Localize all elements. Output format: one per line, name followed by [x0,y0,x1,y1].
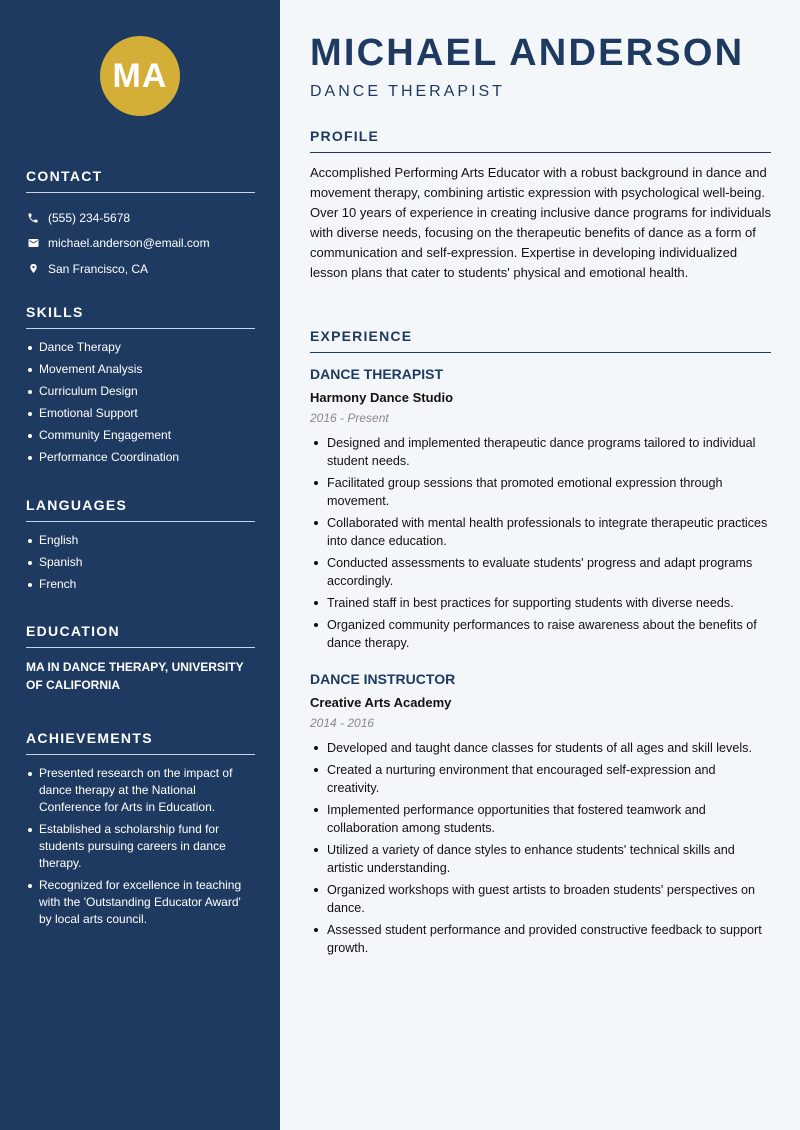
location-pin-icon [26,262,40,276]
contact-phone[interactable] [26,205,255,231]
achievement-item: Presented research on the impact of dance therapy at the National Conference for Arts in Education. [26,765,255,816]
skills-list [26,339,255,466]
contact-location [26,256,255,282]
skill-item: Curriculum Design [26,383,255,400]
sidebar [0,0,280,1130]
language-item: Spanish [26,554,255,571]
skill-item: Performance Coordination [26,449,255,466]
languages-list [26,532,255,593]
skill-item: Dance Therapy [26,339,255,356]
job-bullet: Developed and taught dance classes for students of all ages and skill levels. [310,739,771,757]
skill-item: Community Engagement [26,427,255,444]
job-bullet: Collaborated with mental health professionals to integrate therapeutic practices into dance education. [310,514,771,550]
job-role: DANCE THERAPIST [310,83,505,100]
experience-section [310,328,771,353]
skills-section [26,304,255,471]
contact-email[interactable] [26,231,255,257]
skill-item: Emotional Support [26,405,255,422]
job-entry [310,671,771,961]
avatar-initials: MA [112,56,168,95]
job-company: Harmony Dance Studio [310,390,454,405]
location-text: San Francisco, CA [48,261,149,276]
achievement-item: Recognized for excellence in teaching with the 'Outstanding Educator Award' by local arts council. [26,877,255,928]
job-bullet: Assessed student performance and provided constructive feedback to support growth. [310,921,771,957]
job-bullet: Conducted assessments to evaluate students' progress and adapt programs accordingly. [310,554,771,590]
experience-heading: EXPERIENCE [310,328,771,353]
education-section [26,623,255,694]
job-bullet: Utilized a variety of dance styles to enhance students' technical skills and artistic understanding. [310,841,771,877]
job-bullet: Organized community performances to raise awareness about the benefits of dance therapy. [310,616,771,652]
achievement-item: Established a scholarship fund for students pursuing careers in dance therapy. [26,821,255,872]
languages-heading: LANGUAGES [26,497,255,522]
job-bullet: Designed and implemented therapeutic dance programs tailored to individual student needs. [310,434,771,470]
job-dates: 2016 - Present [310,411,389,425]
phone-icon [26,211,40,225]
job-bullets [310,434,771,652]
education-heading: EDUCATION [26,623,255,648]
achievements-heading: ACHIEVEMENTS [26,730,255,755]
job-entry [310,366,771,656]
phone-text: (555) 234-5678 [48,210,131,225]
job-bullet: Trained staff in best practices for supporting students with diverse needs. [310,594,771,612]
profile-text: Accomplished Performing Arts Educator with a robust background in dance and movement therapy, combining artistic expression with psychological well-being. Over 10 years of experience in creating inclusive dance programs for individuals with diverse needs, focusing on the therapeutic benefits of dance as a form of communication and self-expression. Expertise in developing individualized lesson plans that cater to students' physical and emotional health. [310,165,772,280]
job-bullet: Organized workshops with guest artists to broaden students' perspectives on dance. [310,881,771,917]
job-bullets [310,739,771,957]
job-dates: 2014 - 2016 [310,716,375,730]
languages-section [26,497,255,598]
job-bullet: Facilitated group sessions that promoted emotional expression through movement. [310,474,771,510]
job-company: Creative Arts Academy [310,695,452,710]
language-item: English [26,532,255,549]
job-title: DANCE THERAPIST [310,366,444,382]
job-title: DANCE INSTRUCTOR [310,671,456,687]
achievements-list [26,765,255,928]
skill-item: Movement Analysis [26,361,255,378]
language-item: French [26,576,255,593]
avatar [100,36,180,116]
profile-heading: PROFILE [310,128,771,153]
contact-section [26,168,255,282]
contact-list [26,205,255,282]
skills-heading: SKILLS [26,304,255,329]
job-bullet: Implemented performance opportunities that fostered teamwork and collaboration among students. [310,801,771,837]
job-bullet: Created a nurturing environment that encouraged self-expression and creativity. [310,761,771,797]
profile-section [310,128,771,283]
education-degree: MA IN DANCE THERAPY, UNIVERSITY OF CALIFORNIA [26,660,244,692]
achievements-section [26,730,255,933]
email-text: michael.anderson@email.com [48,236,210,251]
contact-heading: CONTACT [26,168,255,193]
mail-icon [26,236,40,250]
person-name: MICHAEL ANDERSON [310,32,745,74]
